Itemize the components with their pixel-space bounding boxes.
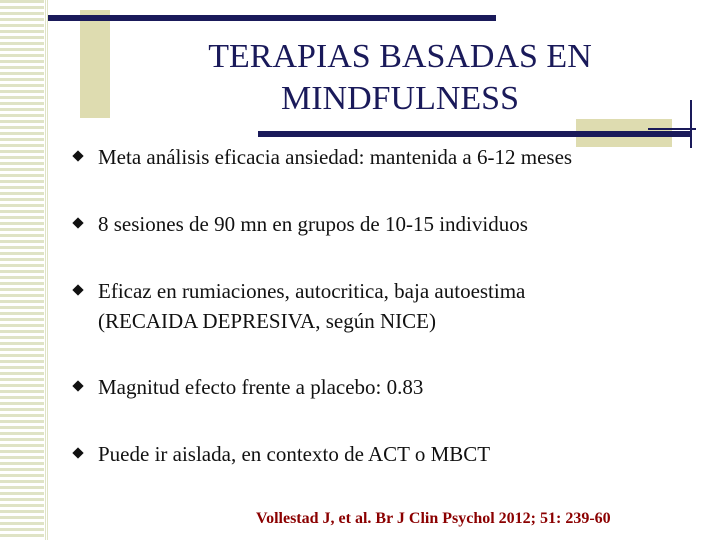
- bullet-list: [70, 142, 690, 469]
- diamond-bullet-icon: [72, 447, 83, 458]
- bullet-item: [70, 142, 690, 172]
- bullet-item: [70, 209, 690, 239]
- diamond-bullet-icon: [72, 380, 83, 391]
- diamond-bullet-icon: [72, 217, 83, 228]
- decorative-top-bar: [48, 15, 496, 21]
- bullet-item: [70, 372, 690, 402]
- decorative-stripe-band: [0, 0, 48, 540]
- decorative-under-line: [648, 128, 696, 130]
- decorative-title-box: [80, 10, 110, 118]
- citation-reference: Vollestad J, et al. Br J Clin Psychol 2012; 51: 239-60: [256, 510, 611, 527]
- slide-title-line-1: TERAPIAS BASADAS EN: [208, 38, 592, 75]
- diamond-bullet-icon: [72, 150, 83, 161]
- slide-title: [120, 36, 680, 120]
- bullet-text: Meta análisis eficacia ansiedad: mantenida a 6-12 meses: [98, 145, 573, 169]
- bullet-text: Puede ir aislada, en contexto de ACT o MBCT: [98, 442, 491, 466]
- slide-title-line-2: MINDFULNESS: [280, 80, 520, 117]
- bullet-text: 8 sesiones de 90 mn en grupos de 10-15 individuos: [98, 212, 528, 236]
- bullet-text: Eficaz en rumiaciones, autocritica, baja autoestima: [98, 279, 526, 303]
- decorative-middle-bar: [258, 131, 691, 137]
- bullet-text: Magnitud efecto frente a placebo: 0.83: [98, 375, 424, 399]
- decorative-right-line: [690, 100, 692, 148]
- bullet-text-continuation: (RECAIDA DEPRESIVA, según NICE): [98, 309, 436, 333]
- diamond-bullet-icon: [72, 284, 83, 295]
- bullet-item: [70, 276, 690, 336]
- bullet-item: [70, 439, 690, 469]
